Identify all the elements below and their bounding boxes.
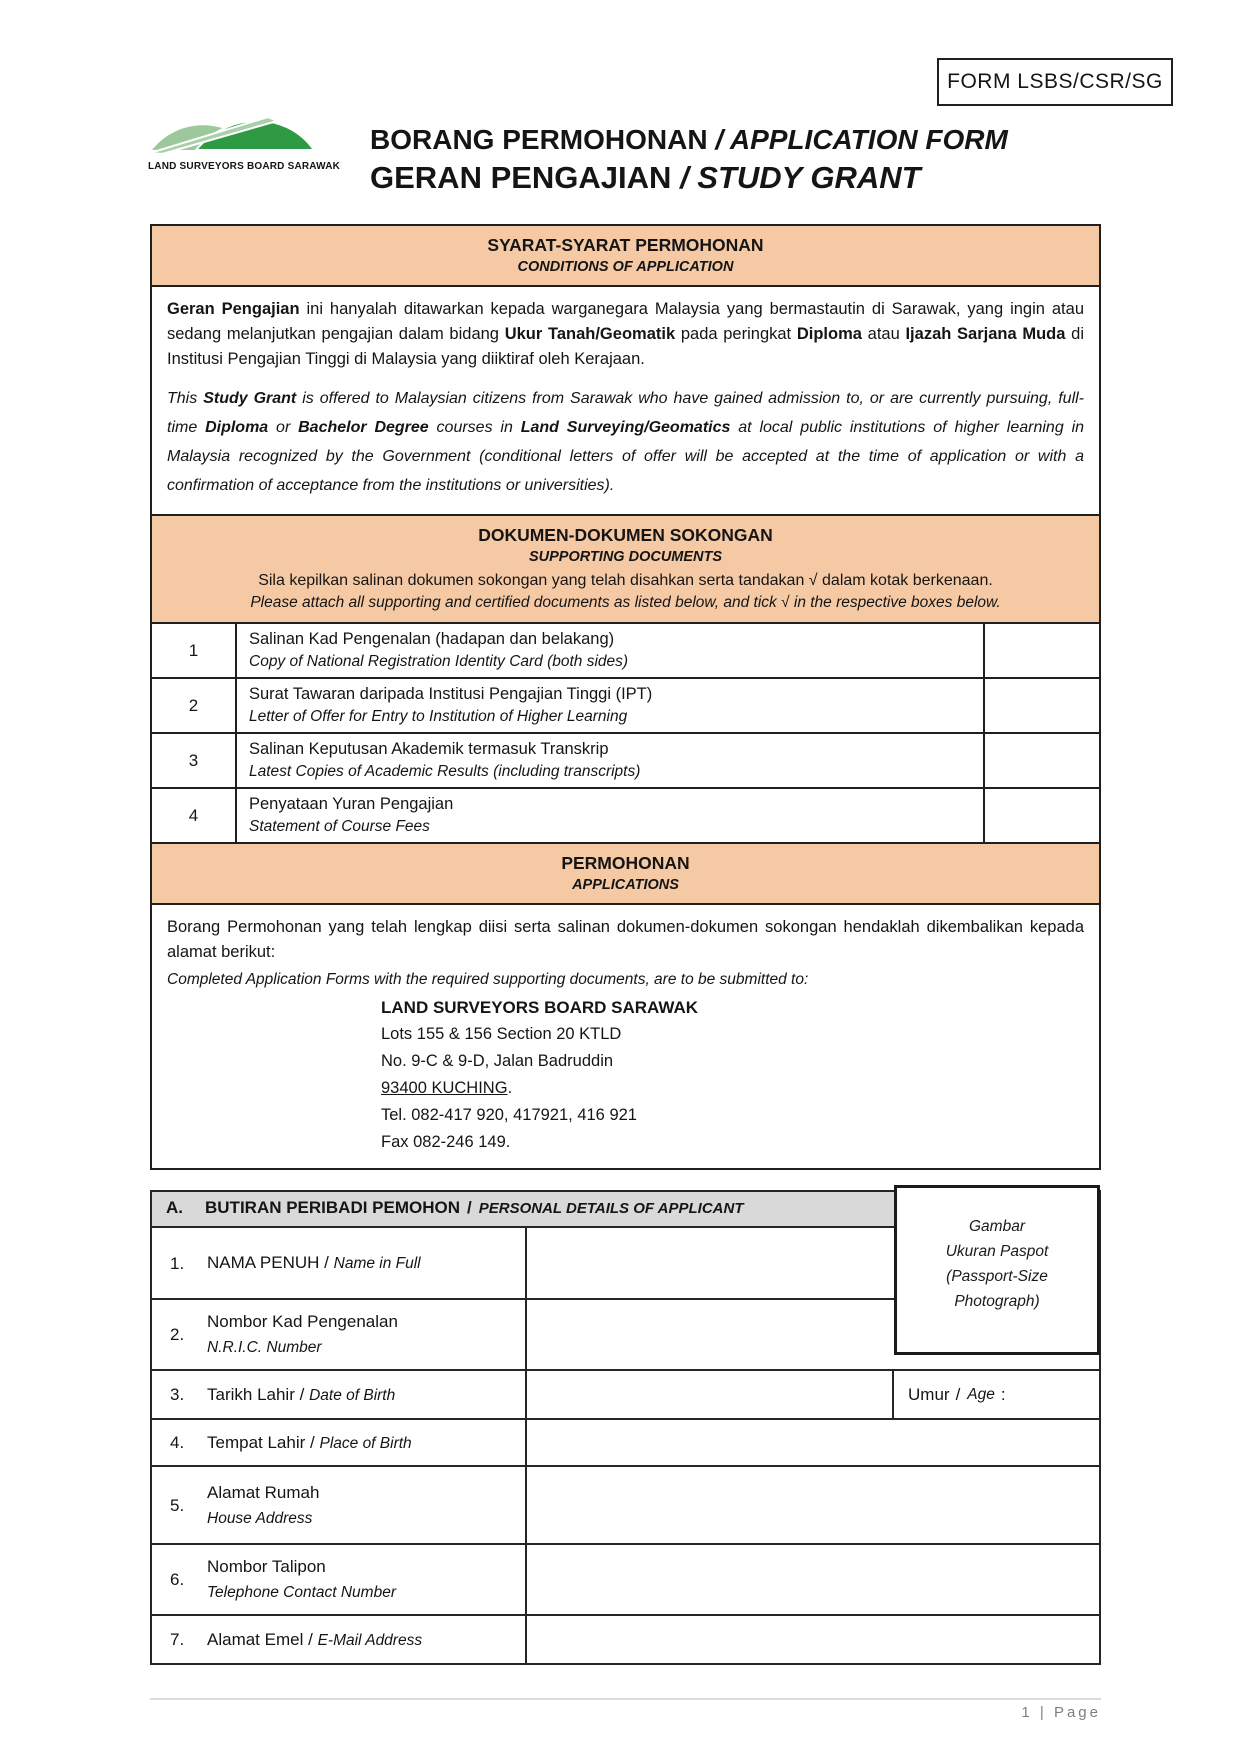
field-number: 7. <box>170 1630 185 1649</box>
phone-input-cell[interactable] <box>527 1545 1099 1614</box>
applications-body <box>152 905 1099 1168</box>
document-row-4 <box>152 789 1099 844</box>
document-description <box>237 679 985 732</box>
conditions-heading-en: CONDITIONS OF APPLICATION <box>517 259 734 275</box>
address-input-cell[interactable] <box>527 1467 1099 1543</box>
tick-box-2[interactable] <box>985 679 1099 732</box>
field-row-birthplace <box>152 1420 1099 1467</box>
field-label-birthplace <box>152 1420 527 1465</box>
applications-note-en: Completed Application Forms with the required supporting documents, are to be submitted to: <box>167 971 809 988</box>
conditions-header-band <box>152 226 1099 287</box>
field-label-text <box>207 1627 422 1654</box>
field-label-dob <box>152 1371 527 1418</box>
photo-box-line-1: Gambar <box>969 1218 1025 1235</box>
document-number: 1 <box>152 624 237 677</box>
address-city: 93400 KUCHING <box>381 1079 508 1097</box>
title1-ms: BORANG PERMOHONAN <box>370 124 708 155</box>
field-number: 1. <box>170 1253 185 1273</box>
field-row-phone <box>152 1545 1099 1616</box>
field-label-text <box>207 1309 398 1361</box>
address-city-period: . <box>507 1079 513 1097</box>
applications-heading-en: APPLICATIONS <box>572 877 679 893</box>
title1-en: / APPLICATION FORM <box>715 124 1008 155</box>
conditions-body <box>152 287 1099 516</box>
field-number: 5. <box>170 1495 185 1515</box>
conditions-paragraph-en: This Study Grant is offered to Malaysian citizens from Sarawak who have gained admission to, or are currently pursuing, full-time Diploma or Bachelor Degree courses in Land Surveying/Geomatics at local public institutions of higher learning in Malaysia recognized by the Government (conditional letters of offer will be accepted at the time of application or with a confirmation of acceptance from the institutions or universities). <box>167 390 1085 494</box>
form-title <box>370 122 1008 198</box>
tick-box-3[interactable] <box>985 734 1099 787</box>
field-label-en: Name in Full <box>333 1255 421 1272</box>
field-label-ms: Nombor Talipon <box>207 1557 326 1576</box>
applications-heading-ms: PERMOHONAN <box>561 853 690 873</box>
field-label-email <box>152 1616 527 1663</box>
section-heading-en: PERSONAL DETAILS OF APPLICANT <box>478 1199 744 1217</box>
field-label-en: E-Mail Address <box>317 1631 423 1649</box>
field-label-text <box>207 1382 395 1409</box>
field-label-en: Place of Birth <box>319 1434 412 1452</box>
address-fax: Fax 082-246 149. <box>381 1133 511 1151</box>
age-label-en: Age <box>967 1386 995 1403</box>
field-label-en: House Address <box>207 1509 313 1527</box>
document-number: 2 <box>152 679 237 732</box>
document-description-ms: Penyataan Yuran Pengajian <box>249 795 454 813</box>
field-label-text <box>207 1480 319 1532</box>
passport-photo-box[interactable] <box>894 1185 1100 1355</box>
age-label-ms: Umur <box>908 1385 950 1404</box>
document-description-en: Letter of Offer for Entry to Institution of Higher Learning <box>249 708 628 725</box>
document-row-3 <box>152 734 1099 789</box>
field-label-phone <box>152 1545 527 1614</box>
applications-header-band <box>152 844 1099 905</box>
field-label-ms: Alamat Emel <box>207 1629 304 1649</box>
field-label-en: Telephone Contact Number <box>207 1584 396 1601</box>
logo-hills-icon <box>150 141 316 158</box>
applications-note-ms: Borang Permohonan yang telah lengkap diisi serta salinan dokumen-dokumen sokongan hendaklah dikembalikan kepada alamat berikut: <box>167 918 1084 961</box>
logo-caption: LAND SURVEYORS BOARD SARAWAK <box>148 161 341 172</box>
field-label-address <box>152 1467 527 1543</box>
documents-header-band <box>152 516 1099 624</box>
document-description-ms: Salinan Kad Pengenalan (hadapan dan belakang) <box>249 630 615 648</box>
field-label-text <box>207 1430 412 1457</box>
documents-note-ms: Sila kepilkan salinan dokumen sokongan yang telah disahkan serta tandakan √ dalam kotak berkenaan. <box>258 572 993 589</box>
document-description-en: Copy of National Registration Identity Card (both sides) <box>249 653 629 670</box>
field-label-en: N.R.I.C. Number <box>207 1339 322 1356</box>
tick-box-4[interactable] <box>985 789 1099 842</box>
form-code-label: FORM LSBS/CSR/SG <box>947 70 1163 93</box>
submission-address <box>381 994 1084 1156</box>
tick-box-1[interactable] <box>985 624 1099 677</box>
documents-heading-ms: DOKUMEN-DOKUMEN SOKONGAN <box>478 525 773 545</box>
age-colon: : <box>1000 1385 1006 1404</box>
section-heading-ms: BUTIRAN PERIBADI PEMOHON <box>205 1198 461 1217</box>
document-row-1 <box>152 624 1099 679</box>
address-name: LAND SURVEYORS BOARD SARAWAK <box>381 998 699 1017</box>
field-label-ms: Tarikh Lahir <box>207 1384 295 1404</box>
field-label-ms: Alamat Rumah <box>207 1482 320 1502</box>
label-separator: / <box>310 1432 315 1452</box>
email-input-cell[interactable] <box>527 1616 1099 1663</box>
footer-divider <box>150 1698 1101 1700</box>
photo-box-line-4: Photograph) <box>954 1293 1040 1310</box>
title-line-1 <box>370 122 1008 158</box>
field-label-ms: NAMA PENUH <box>207 1253 320 1272</box>
age-cell[interactable] <box>892 1371 1099 1418</box>
dob-input-cell[interactable] <box>527 1371 892 1418</box>
personal-details-section <box>150 1190 1101 1665</box>
address-telephone: Tel. 082-417 920, 417921, 416 921 <box>381 1106 637 1124</box>
document-description-ms: Salinan Keputusan Akademik termasuk Transkrip <box>249 740 609 758</box>
document-description-en: Statement of Course Fees <box>249 818 430 835</box>
field-label-text <box>207 1554 396 1606</box>
document-row-2 <box>152 679 1099 734</box>
field-number: 3. <box>170 1385 185 1404</box>
address-line-1: Lots 155 & 156 Section 20 KTLD <box>381 1025 622 1043</box>
field-label-name <box>152 1228 527 1298</box>
document-number: 3 <box>152 734 237 787</box>
form-code-box <box>937 58 1173 106</box>
address-line-2: No. 9-C & 9-D, Jalan Badruddin <box>381 1052 614 1070</box>
field-number: 4. <box>170 1433 185 1452</box>
document-description <box>237 789 985 842</box>
document-description <box>237 734 985 787</box>
field-label-ms: Nombor Kad Pengenalan <box>207 1312 398 1331</box>
document-number: 4 <box>152 789 237 842</box>
photo-box-line-3: (Passport-Size <box>946 1268 1048 1285</box>
label-separator: / <box>324 1253 329 1272</box>
page-number: 1 | Page <box>1021 1704 1101 1721</box>
conditions-heading-ms: SYARAT-SYARAT PERMOHONAN <box>487 235 764 255</box>
document-description <box>237 624 985 677</box>
label-separator: / <box>955 1385 961 1404</box>
document-description-en: Latest Copies of Academic Results (including transcripts) <box>249 763 641 780</box>
organization-logo <box>148 110 341 172</box>
conditions-paragraph-ms: Geran Pengajian ini hanyalah ditawarkan kepada warganegara Malaysia yang bermastautin di Sarawak, yang ingin atau sedang melanjutkan pengajian dalam bidang Ukur Tanah/Geomatik pada peringkat Diploma atau Ijazah Sarjana Muda di Institusi Pengajian Tinggi di Malaysia yang diiktiraf oleh Kerajaan. <box>167 300 1084 368</box>
title2-ms: GERAN PENGAJIAN <box>370 160 672 195</box>
field-row-address <box>152 1467 1099 1545</box>
field-label-text <box>207 1250 421 1277</box>
field-label-ms: Tempat Lahir <box>207 1432 306 1452</box>
document-description-ms: Surat Tawaran daripada Institusi Pengajian Tinggi (IPT) <box>249 685 653 703</box>
address-city-line <box>381 1075 1084 1102</box>
field-number: 6. <box>170 1570 185 1589</box>
photo-box-line-2: Ukuran Paspot <box>945 1243 1049 1260</box>
documents-heading-en: SUPPORTING DOCUMENTS <box>528 549 723 565</box>
label-separator: / <box>299 1384 305 1404</box>
conditions-documents-table <box>150 224 1101 1170</box>
title2-en: / STUDY GRANT <box>680 160 921 195</box>
birthplace-input-cell[interactable] <box>527 1420 1099 1465</box>
field-label-en: Date of Birth <box>309 1386 396 1404</box>
field-row-email <box>152 1616 1099 1663</box>
label-separator: / <box>308 1629 313 1649</box>
field-label-nric <box>152 1300 527 1369</box>
page-footer <box>150 1698 1101 1721</box>
title-line-2 <box>370 158 1008 198</box>
documents-note-en: Please attach all supporting and certified documents as listed below, and tick √ in the respective boxes below. <box>250 594 1001 611</box>
field-number: 2. <box>170 1325 185 1344</box>
heading-separator: / <box>467 1198 472 1217</box>
section-index: A. <box>166 1198 183 1217</box>
field-row-dob <box>152 1371 1099 1420</box>
